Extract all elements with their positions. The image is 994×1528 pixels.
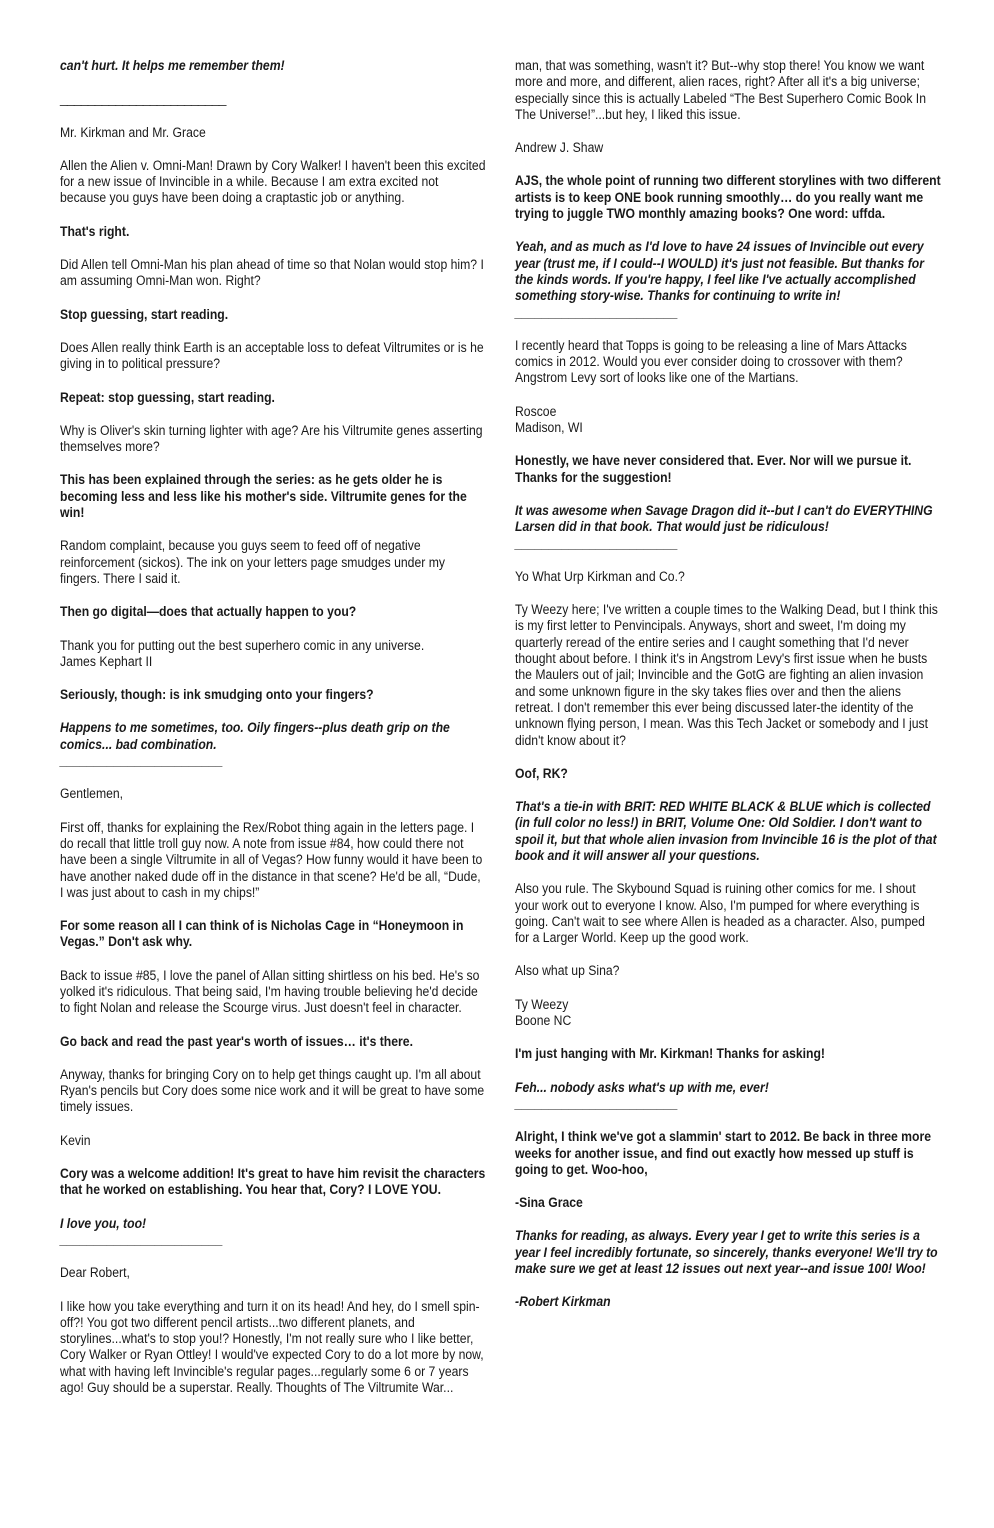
editor-reply-bold: Stop guessing, start reading. (60, 306, 229, 323)
reader-letter-paragraph: Ty Weezy here; I've written a couple times to the Walking Dead, but I think this is my first letter to Penvincipals. Anyways, short and sweet, I'm doing my quarterly reread of the entire series and I caught something that I'd never thought about before. I think it's in Angstrom Levy's first issue when he busts the Maulers out of jail; Invincible and the GotG are fighting an alien invasion and some unknown figure in the sky takes flies over and then the aliens retreat. I don't remember this ever being discussed later-the identity of the unknown flying person, I mean. Was this Tech Jacket or somebody and I just didn't know about it? (515, 602, 938, 749)
reader-letter-paragraph: Random complaint, because you guys seem to feed off of negative reinforcement (sickos). The ink on your letters page smudges under my fingers. There I said it. (60, 538, 445, 587)
reader-letter-paragraph: Mr. Kirkman and Mr. Grace (60, 124, 206, 141)
editor-reply-italic: That's a tie-in with BRIT: RED WHITE BLACK & BLUE which is collected (in full color no less!) in BRIT, Volume One: Old Soldier. I don't want to spoil it, but that whole alien invasion from Invincible 16 is the plot of that book and it will answer all your questions. (515, 799, 937, 864)
editor-reply-bold: AJS, the whole point of running two different storylines with two different artists is to keep ONE book running smoothly… do you really want me trying to juggle TWO monthly amazing books? One word: uffda. (515, 173, 941, 223)
editor-reply-italic: Thanks for reading, as always. Every year I get to write this series is a year I feel incredibly fortunate, so sincerely, thanks everyone! We'll try to make sure we get at least 12 issues out next year--and issue 100! Woo! (515, 1228, 938, 1278)
editor-reply-italic: can't hurt. It helps me remember them! (60, 58, 285, 74)
reader-letter-paragraph: Thank you for putting out the best superhero comic in any universe. James Kephart II (60, 637, 425, 670)
reader-letter-paragraph: Ty Weezy Boone NC (515, 996, 572, 1030)
editor-reply-bold: That's right. (60, 223, 130, 240)
editor-reply-bold: For some reason all I can think of is Nicholas Cage in “Honeymoon in Vegas.” Don't ask why. (60, 918, 464, 951)
editor-reply-italic: Feh... nobody asks what's up with me, ever! ________________________ (515, 1079, 769, 1112)
editor-reply-italic: Yeah, and as much as I'd love to have 24 issues of Invincible out every year (trust me, if I could--I WOULD) it's just not feasible. But thanks for the kinds words. If you're happy, I feel like I've actually accomplished something story-wise. Thanks for continuing to write in! ________________________ (515, 239, 924, 321)
reader-letter-paragraph: I like how you take everything and turn it on its head! And hey, do I smell spin-off?! You got two different pencil artists...two different planets, and storylines...what's to stop you!? Honestly, I'm not really sure who I like better, Cory Walker or Ryan Ottley! I would've expected Cory to do a lot more by now, what with having left Invincible's regular pages...regularly some 6 or 7 years ago! Guy should be a superstar. Really. Thoughts of The Viltrumite War... (60, 1298, 484, 1397)
editor-reply-bold: Honestly, we have never considered that. Ever. Nor will we pursue it. Thanks for the suggestion! (515, 453, 912, 486)
reader-letter-paragraph: Did Allen tell Omni-Man his plan ahead of time so that Nolan would stop him? I am assuming Omni-Man won. Right? (60, 257, 484, 290)
reader-letter-paragraph: Gentlemen, (60, 786, 124, 803)
separator-rule: ________________________ (60, 91, 226, 108)
letters-column-left (60, 58, 488, 1413)
editor-reply-italic: Happens to me sometimes, too. Oily fingers--plus death grip on the comics... bad combination. ________________________ (60, 720, 450, 770)
editor-reply-bold: Seriously, though: is ink smudging onto your fingers? (60, 687, 374, 704)
reader-letter-paragraph: Yo What Urp Kirkman and Co.? (515, 568, 685, 585)
reader-letter-paragraph: First off, thanks for explaining the Rex/Robot thing again in the letters page. I do recall that little troll guy now. A note from issue #84, how could there not have been a single Viltrumite in all of Vegas? How funny would it have been to have another naked dude off in the distance in that scene? He'd be all, “Dude, I was just about to cash in my chips!” (60, 819, 483, 901)
editor-reply-bold: -Sina Grace (515, 1195, 583, 1212)
reader-letter-paragraph: Roscoe Madison, WI (515, 403, 583, 437)
reader-letter-paragraph: Kevin (60, 1132, 91, 1149)
reader-letter-paragraph: Does Allen really think Earth is an acceptable loss to defeat Viltrumites or is he giving in to political pressure? (60, 339, 484, 373)
reader-letter-paragraph: Anyway, thanks for bringing Cory on to help get things caught up. I'm all about Ryan's pencils but Cory does some nice work and it will be great to have some timely issues. (60, 1066, 485, 1116)
reader-letter-paragraph: Allen the Alien v. Omni-Man! Drawn by Cory Walker! I haven't been this excited for a new issue of Invincible in a while. Because I am extra excited not because you guys have been doing a craptastic job or anything. (60, 157, 486, 207)
reader-letter-paragraph: Andrew J. Shaw (515, 140, 604, 157)
reader-letter-paragraph: man, that was something, wasn't it? But--why stop there! You know we want more and more, and different, alien races, right? After all it's a big universe; especially since this is actually Labeled “The Best Superhero Comic Book In The Universe!”...but hey, I liked this issue. (515, 58, 926, 123)
letters-column-right (515, 58, 943, 1328)
editor-reply-bold: Go back and read the past year's worth of issues… it's there. (60, 1033, 413, 1050)
reader-letter-paragraph: Back to issue #85, I love the panel of Allan sitting shirtless on his bed. He's so yolked it's ridiculous. That being said, I'm having trouble believing he'd decide to fight Nolan and release the Scourge virus. Just doesn't feel in character. (60, 967, 480, 1017)
reader-letter-paragraph: Also what up Sina? (515, 963, 620, 980)
editor-reply-italic: I love you, too! ________________________ (60, 1215, 223, 1248)
editor-reply-bold: This has been explained through the series: as he gets older he is becoming less and less like his mother's side. Viltrumite genes for the win! (60, 472, 467, 522)
editor-reply-bold: Alright, I think we've got a slammin' start to 2012. Be back in three more weeks for another issue, and find out exactly how messed up stuff is going to get. Woo-hoo, (515, 1129, 932, 1178)
editor-reply-italic: -Robert Kirkman (515, 1294, 611, 1311)
editor-reply-bold: Repeat: stop guessing, start reading. (60, 389, 275, 406)
editor-reply-bold: Oof, RK? (515, 765, 568, 782)
editor-reply-bold: Cory was a welcome addition! It's great to have him revisit the characters that he worked on establishing. You hear that, Cory? I LOVE YOU. (60, 1166, 486, 1199)
reader-letter-paragraph: Dear Robert, (60, 1265, 130, 1282)
reader-letter-paragraph: I recently heard that Topps is going to be releasing a line of Mars Attacks comics in 2012. Would you ever consider doing to crossover with them? Angstrom Levy sort of looks like one of the Martians. (515, 337, 907, 387)
reader-letter-paragraph: Also you rule. The Skybound Squad is ruining other comics for me. I shout your work out to everyone I know. Also, I'm pumped for where everything is going. Can't wait to see where Allen is headed as a character. Also, pumped for a Larger World. Keep up the good work. (515, 881, 925, 947)
editor-reply-italic: It was awesome when Savage Dragon did it--but I can't do EVERYTHING Larsen did in that book. That would just be ridiculous! ________________________ (515, 502, 933, 552)
editor-reply-bold: Then go digital—does that actually happen to you? (60, 604, 357, 621)
editor-reply-bold: I'm just hanging with Mr. Kirkman! Thanks for asking! (515, 1046, 826, 1063)
reader-letter-paragraph: Why is Oliver's skin turning lighter with age? Are his Viltrumite genes asserting themselves more? (60, 422, 483, 456)
